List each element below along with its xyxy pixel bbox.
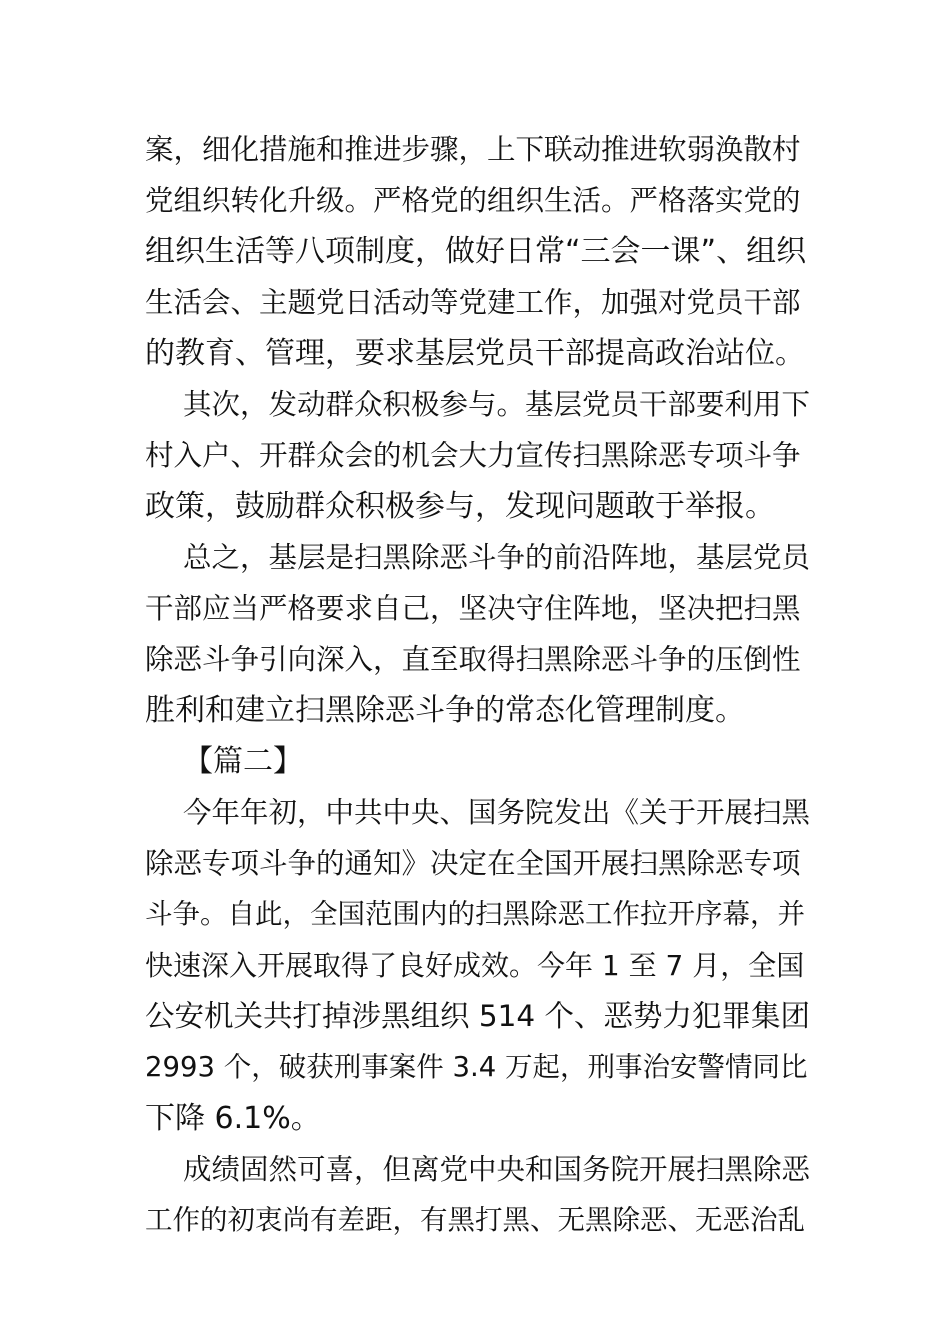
text-line: 除恶专项斗争的通知》决定在全国开展扫黑除恶专项	[145, 847, 801, 880]
text-line: 斗争。自此，全国范围内的扫黑除恶工作拉开序幕，并	[145, 898, 805, 930]
section-heading: 【篇二】	[183, 744, 303, 779]
document-body	[145, 124, 810, 1246]
text-line: 公安机关共打掉涉黑组织 514 个、恶势力犯罪集团	[145, 999, 811, 1033]
text-line: 案，细化措施和推进步骤，上下联动推进软弱涣散村	[145, 133, 801, 166]
text-line: 干部应当严格要求自己，坚决守住阵地，坚决把扫黑	[145, 592, 801, 625]
text-line: 下降 6.1%。	[145, 1101, 321, 1136]
text-line: 其次，发动群众积极参与。基层党员干部要利用下	[183, 388, 811, 421]
text-line: 2993 个，破获刑事案件 3.4 万起，刑事治安警情同比	[145, 1051, 808, 1083]
text-line: 快速深入开展取得了良好成效。今年 1 至 7 月，全国	[145, 949, 805, 982]
text-line: 的教育、管理，要求基层党员干部提高政治站位。	[145, 336, 805, 371]
text-line: 总之，基层是扫黑除恶斗争的前沿阵地，基层党员	[183, 541, 811, 574]
text-line: 工作的初衷尚有差距，有黑打黑、无黑除恶、无恶治乱	[145, 1204, 805, 1236]
text-line: 组织生活等八项制度，做好日常“三会一课”、组织	[145, 234, 807, 269]
text-line: 生活会、主题党日活动等党建工作，加强对党员干部	[145, 286, 801, 319]
text-line: 今年年初，中共中央、国务院发出《关于开展扫黑	[183, 796, 811, 829]
text-line: 党组织转化升级。严格党的组织生活。严格落实党的	[145, 184, 801, 217]
text-line: 政策，鼓励群众积极参与，发现问题敢于举报。	[145, 489, 775, 524]
text-line: 胜利和建立扫黑除恶斗争的常态化管理制度。	[145, 693, 745, 728]
text-line: 除恶斗争引向深入，直至取得扫黑除恶斗争的压倒性	[145, 643, 801, 676]
text-line: 村入户、开群众会的机会大力宣传扫黑除恶专项斗争	[145, 439, 801, 472]
text-line: 成绩固然可喜，但离党中央和国务院开展扫黑除恶	[183, 1153, 811, 1186]
